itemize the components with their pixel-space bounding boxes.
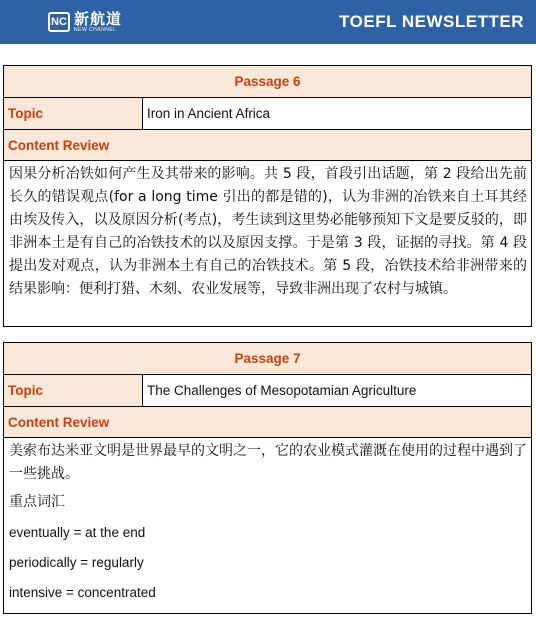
brand-logo (48, 9, 123, 33)
passage-6-table (3, 65, 532, 327)
topic-label: Topic (4, 375, 143, 406)
logo-badge-icon: NC (48, 12, 70, 32)
logo-english-text: NEW CHANNEL (74, 26, 117, 33)
logo-chinese-text: 新航道 (74, 9, 123, 28)
content-review-label: Content Review (4, 407, 531, 438)
content-review-body (4, 438, 531, 607)
topic-row (4, 98, 531, 130)
vocab-item: intensive = concentrated (9, 584, 156, 600)
topic-row (4, 375, 531, 407)
newsletter-header (0, 0, 536, 44)
newsletter-title: TOEFL NEWSLETTER (339, 12, 524, 31)
topic-value: The Challenges of Mesopotamian Agriculture (147, 383, 417, 398)
topic-label: Topic (4, 98, 143, 129)
vocab-heading: 重点词汇 (9, 494, 65, 510)
content-review-text: 美索布达米亚文明是世界最早的文明之一，它的农业模式灌溉在使用的过程中遇到了一些挑战。 (9, 443, 527, 482)
passage-title: Passage 6 (4, 66, 531, 98)
passage-7-table (3, 342, 532, 614)
content-review-label: Content Review (4, 130, 531, 161)
passage-title: Passage 7 (4, 343, 531, 375)
content-review-text: 因果分析冶铁如何产生及其带来的影响。共 5 段，首段引出话题，第 2 段给出先前长久的错误观点(for a long time 引出的都是错的)，认为非洲的冶铁来自土耳其经由埃及传入，以及原因分析(考点)，考生读到这里势必能够预知下文是要反驳的，即非洲本土是有自己的冶铁技术的以及原因支撑。于是第 3 段，证据的寻找。第 4 段提出发对观点，认为非洲本土有自己的冶铁技术。第 5 段，冶铁技术给非洲带来的结果影响：便利打猎、木刻、农业发展等，导致非洲出现了农村与城镇。 (9, 166, 527, 297)
vocab-item: periodically = regularly (9, 554, 144, 570)
topic-value: Iron in Ancient Africa (147, 106, 271, 121)
vocab-item: eventually = at the end (9, 524, 146, 540)
